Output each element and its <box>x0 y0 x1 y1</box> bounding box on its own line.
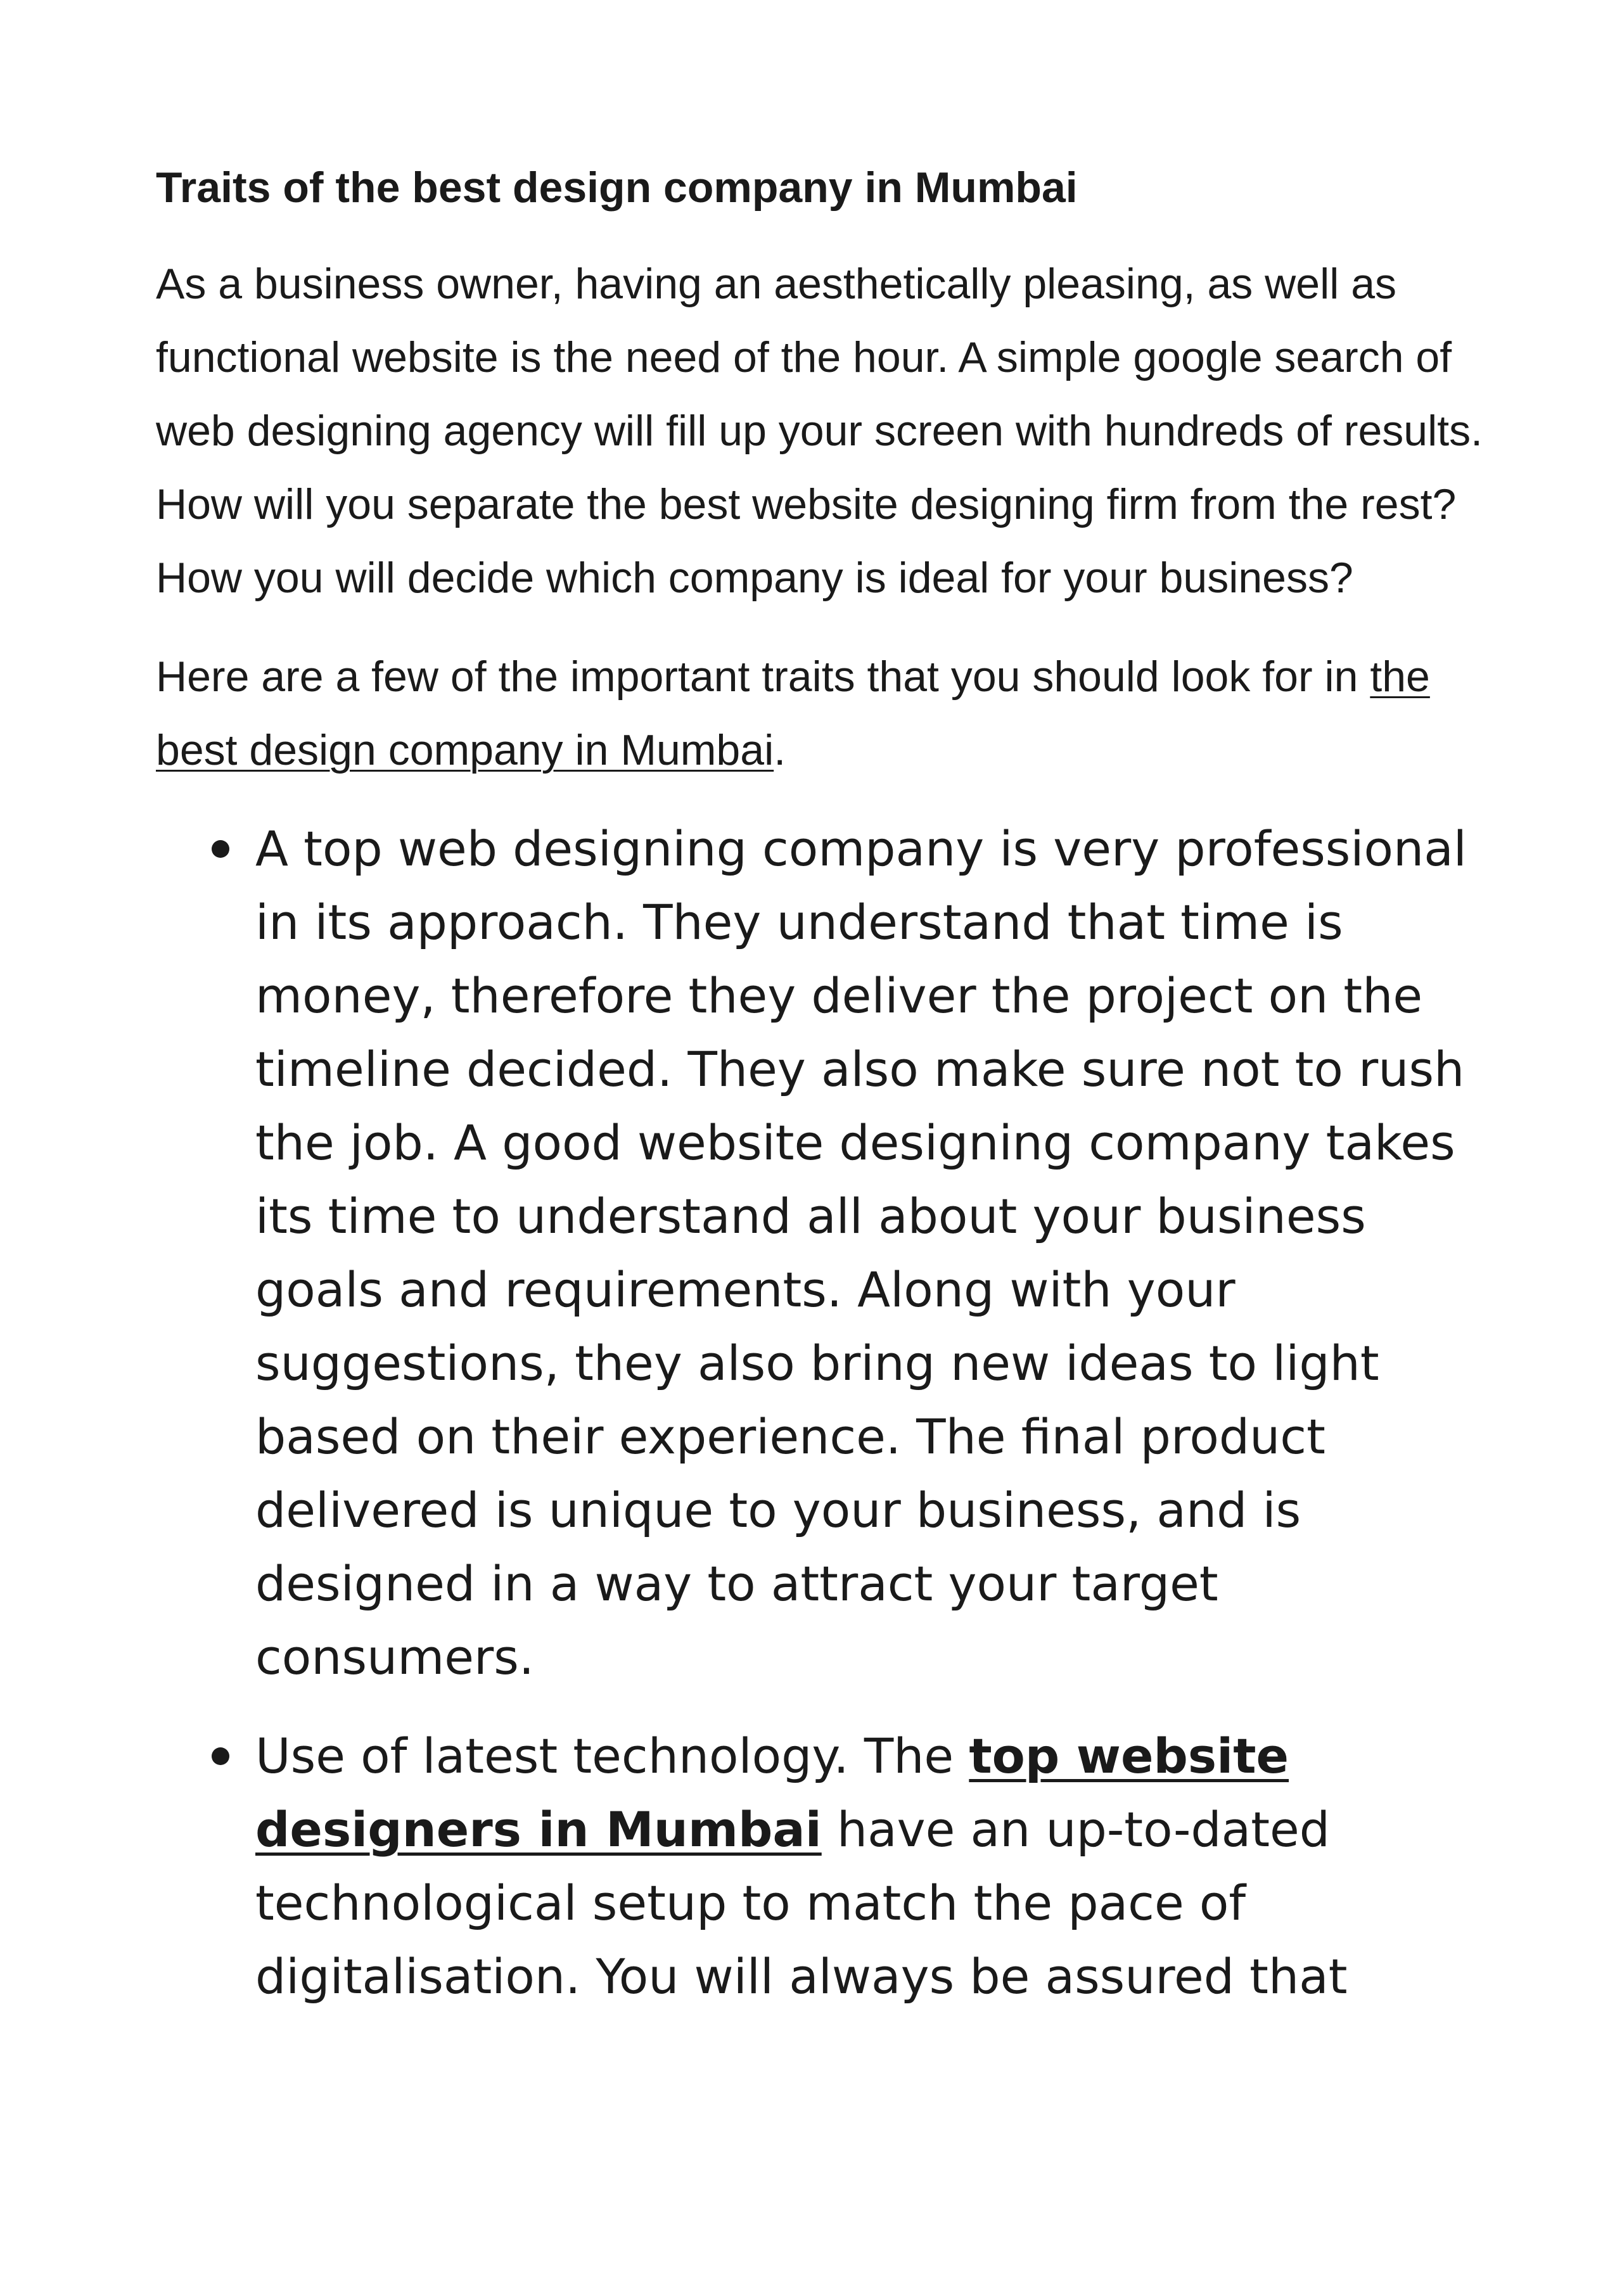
list-item <box>156 812 1505 1694</box>
traits-intro-end: . <box>774 726 786 774</box>
top-website-designers-link[interactable]: top website designers in Mumbai <box>255 1728 1289 1858</box>
bullet-icon <box>212 840 229 858</box>
best-design-company-link[interactable]: the best design company in Mumbai <box>156 653 1430 774</box>
bullet-icon <box>212 1747 229 1765</box>
traits-intro-text: Here are a few of the important traits that you should look for in <box>156 653 1370 701</box>
list-item <box>156 1719 1505 2013</box>
bullet-text-start: Use of latest technology. The <box>255 1728 969 1784</box>
bullet-text: A top web designing company is very professional in its approach. They understand that time is money, therefore they deliver the project on the timeline decided. They also make sure not to rush the job. A good website designing company takes its time to understand all about your business goals and requirements. Along with your suggestions, they also bring new ideas to light based on their experience. The final product delivered is unique to your business, and is designed in a way to attract your target consumers. <box>255 820 1467 1685</box>
document-body <box>156 158 1505 2039</box>
traits-intro-paragraph <box>156 640 1505 787</box>
bullet-text-end: have an up-to-dated technological setup to match the pace of digitalisation. You will always be assured that <box>255 1801 1348 2005</box>
intro-paragraph: As a business owner, having an aesthetically pleasing, as well as functional website is the need of the hour. A simple google search of web designing agency will fill up your screen with hundreds of results. How will you separate the best website designing firm from the rest? How you will decide which company is ideal for your business? <box>156 260 1483 602</box>
traits-list <box>156 812 1505 2013</box>
page-title: Traits of the best design company in Mumbai <box>156 163 1078 212</box>
